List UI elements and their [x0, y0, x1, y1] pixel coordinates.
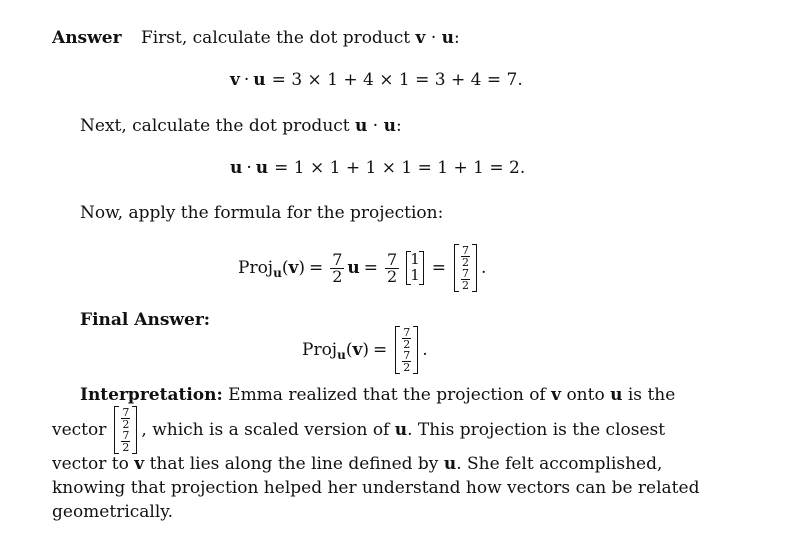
next-u1: u [355, 116, 368, 136]
equation-dot-vu: v · u = 3 × 1 + 4 × 1 = 3 + 4 = 7. [230, 70, 523, 90]
eq2-u1: u [230, 158, 243, 178]
eq1-u: u [253, 70, 266, 90]
inline-column-vector: $\frac{7}{2}$ $\frac{7}{2}$ [114, 406, 137, 454]
interpretation-line-2: vector $\frac{7}{2}$ $\frac{7}{2}$ , which is a scaled version of u . This projection is the closest [52, 406, 666, 454]
now-text: Now, apply the formula for the projection: [80, 203, 444, 223]
projection-equation: Proj u ( v ) = $\frac{7}{2}$ u = $\frac{7}{2}$ 1 1 = $\frac{7}{2}$ $\frac{7}{2}$ . [238, 244, 487, 292]
final-answer-label: Final Answer: [80, 310, 211, 330]
proj-frac-1: $\frac{7}{2}$ [332, 249, 343, 286]
proj-frac-2: $\frac{7}{2}$ [387, 249, 398, 286]
eq1-rhs: = 3 × 1 + 4 × 1 = 3 + 4 = 7. [271, 70, 523, 90]
proj-arg: v [288, 258, 299, 278]
column-vector-ones: 1 1 [406, 251, 424, 285]
proj-name: Proj [238, 258, 274, 278]
var-u: u [441, 28, 455, 48]
eq2-rhs: = 1 × 1 + 1 × 1 = 1 + 1 = 2. [274, 158, 526, 178]
interpretation-line-1: Interpretation: Emma realized that the projection of v onto u is the [80, 385, 676, 405]
equation-dot-uu: u · u = 1 × 1 + 1 × 1 = 1 + 1 = 2. [230, 158, 526, 178]
answer-line: Answer First, calculate the dot product v · u: [52, 28, 460, 48]
next-u2: u [383, 116, 396, 136]
column-vector-result: $\frac{7}{2}$ $\frac{7}{2}$ [454, 244, 477, 292]
proj-sub: u [273, 266, 282, 280]
interpretation-line-4: knowing that projection helped her understand how vectors can be related [52, 478, 700, 498]
next-line: Next, calculate the dot product u · u: [80, 116, 402, 136]
answer-label: Answer [52, 28, 122, 48]
intro-text: First, calculate the dot product [140, 28, 411, 48]
interpretation-line-3: vector to v that lies along the line defined by u. She felt accomplished, [52, 454, 663, 474]
eq2-u2: u [255, 158, 269, 178]
final-column-vector: $\frac{7}{2}$ $\frac{7}{2}$ [395, 326, 418, 374]
var-v: v [415, 28, 426, 48]
proj-u: u [347, 258, 360, 278]
next-text: Next, calculate the dot product [80, 116, 350, 136]
eq1-v: v [230, 70, 240, 90]
final-proj-name: Proj [302, 340, 338, 360]
final-equation: Proj u ( v ) = $\frac{7}{2}$ $\frac{7}{2}$ . [302, 326, 428, 374]
interpretation-line-5: geometrically. [52, 502, 174, 522]
